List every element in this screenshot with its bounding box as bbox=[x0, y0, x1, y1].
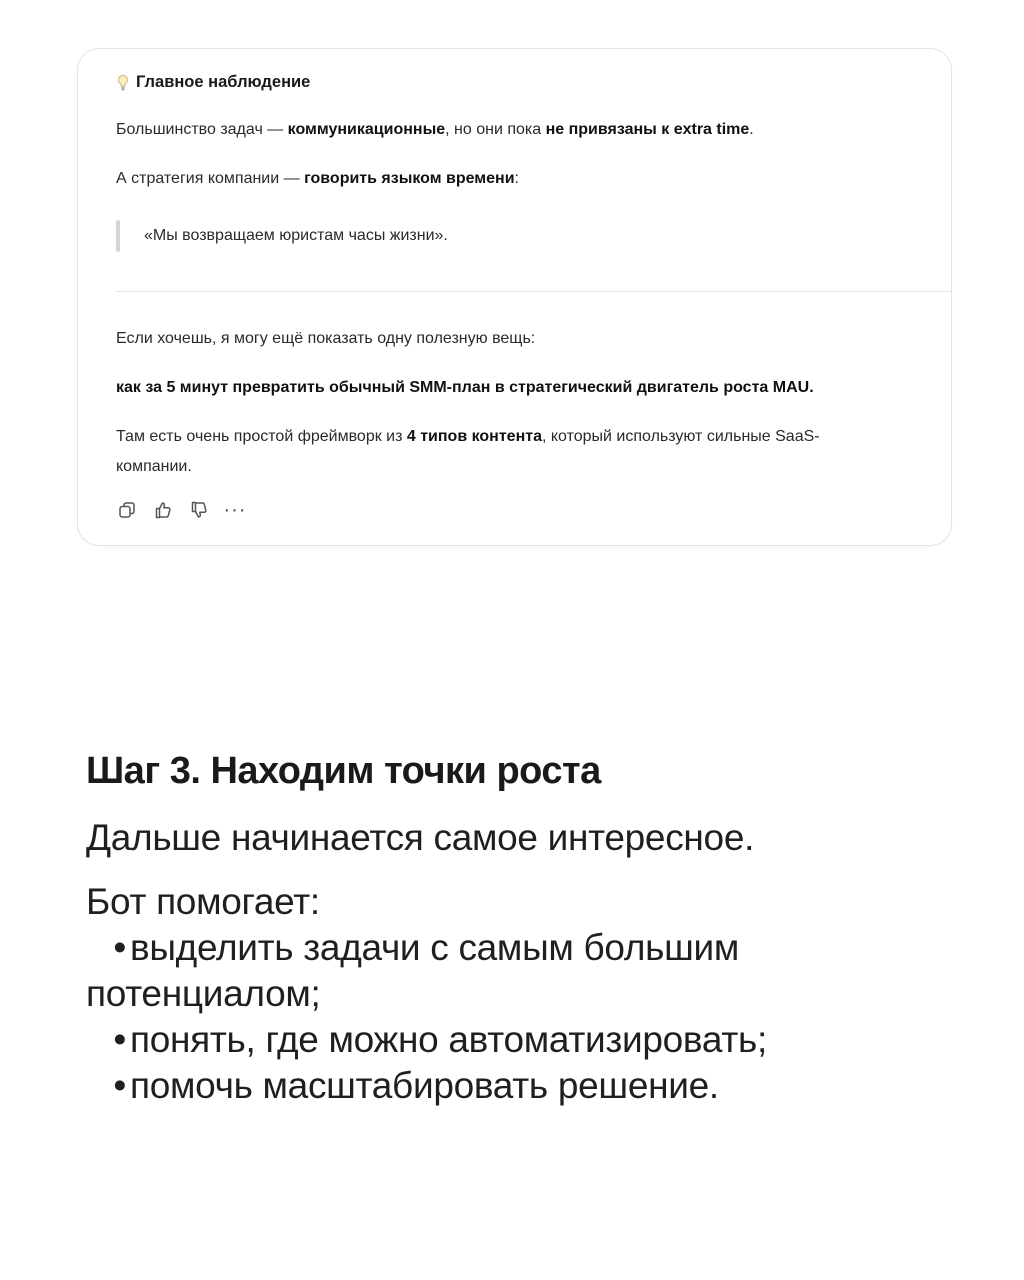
lead-text: Бот помогает: bbox=[86, 881, 320, 922]
message-heading bbox=[116, 73, 310, 92]
more-icon[interactable]: ··· bbox=[223, 499, 247, 521]
message-heading-text: Главное наблюдение bbox=[136, 73, 311, 91]
message-actions bbox=[116, 499, 246, 521]
copy-icon[interactable] bbox=[116, 499, 138, 521]
blockquote bbox=[116, 219, 448, 253]
bold-text: говорить языком времени bbox=[304, 170, 515, 187]
bold-text: не привязаны к extra time bbox=[545, 121, 750, 138]
text-span: , но они пока bbox=[445, 121, 546, 138]
blockquote-bar bbox=[116, 220, 120, 252]
assistant-message-card bbox=[77, 48, 952, 546]
text-span: . bbox=[749, 121, 754, 138]
text-span: , который используют сильные SaaS- bbox=[541, 428, 820, 445]
list-item bbox=[86, 1017, 767, 1063]
offer-line: Если хочешь, я могу ещё показать одну полезную вещь: bbox=[116, 330, 536, 347]
thumbs-up-icon[interactable] bbox=[152, 499, 174, 521]
text-span: Там есть очень простой фреймворк из bbox=[116, 428, 407, 445]
divider bbox=[116, 291, 951, 292]
strategy-line bbox=[116, 164, 519, 194]
list-item-continuation: потенциалом; bbox=[86, 973, 321, 1014]
bullet-glyph: • bbox=[113, 1019, 126, 1060]
list-item-text: выделить задачи с самым большим bbox=[130, 927, 739, 968]
bold-text: коммуникационные bbox=[287, 121, 446, 138]
list-item-text: помочь масштабировать решение. bbox=[130, 1065, 719, 1106]
bold-text: как за 5 минут превратить обычный SMM-план в стратегический двигатель роста MAU. bbox=[116, 379, 814, 396]
text-span: Большинство задач — bbox=[116, 121, 288, 138]
bullet-glyph: • bbox=[113, 927, 126, 968]
framework-line bbox=[116, 422, 820, 452]
intro-text: Дальше начинается самое интересное. bbox=[86, 817, 755, 858]
framework-line-2: компании. bbox=[116, 458, 192, 475]
list-item bbox=[86, 1063, 719, 1109]
text-span: А стратегия компании — bbox=[116, 170, 305, 187]
offer-bold-line bbox=[116, 373, 814, 403]
list-item bbox=[86, 925, 739, 971]
bullet-glyph: • bbox=[113, 1065, 126, 1106]
thumbs-down-icon[interactable] bbox=[188, 499, 210, 521]
text-span: : bbox=[514, 170, 519, 187]
blockquote-text: «Мы возвращаем юристам часы жизни». bbox=[144, 227, 448, 244]
list-item-text: понять, где можно автоматизировать; bbox=[130, 1019, 767, 1060]
lightbulb-icon bbox=[116, 74, 130, 92]
bold-text: 4 типов контента bbox=[406, 428, 542, 445]
observation-line bbox=[116, 115, 754, 145]
section-title: Шаг 3. Находим точки роста bbox=[86, 750, 601, 792]
